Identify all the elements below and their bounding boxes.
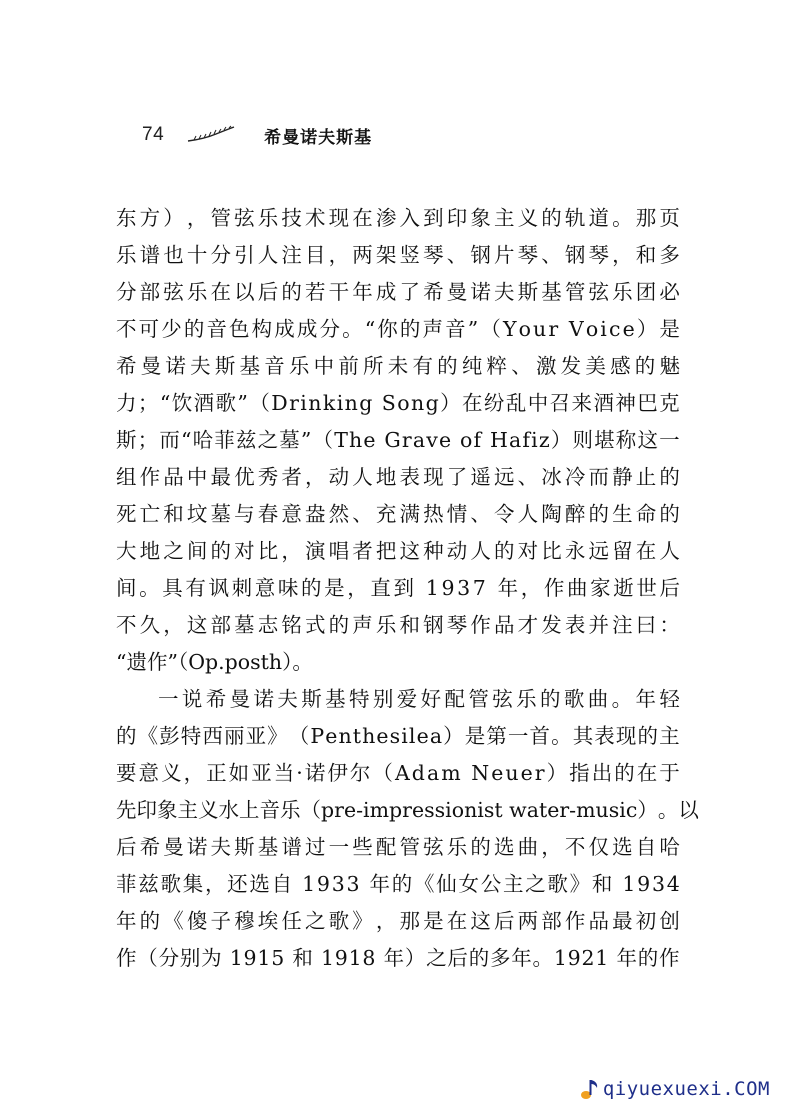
text-line: 后 希 曼 诺 夫 斯 基 谱 过 一 些 配 管 弦 乐 的 选 曲 ， 不 仅 选 自 哈 xyxy=(116,835,680,859)
text-line: 组 作 品 中 最 优 秀 者 ， 动 人 地 表 现 了 遥 远 、 冰 冷 而 静 止 的 xyxy=(116,465,680,489)
paragraph xyxy=(116,200,680,681)
text-line: 斯 ； 而 “ 哈 菲 兹 之 墓 ” （ T h e G r a v e o f H a f i z ） 则 堪 称 这 一 xyxy=(116,428,680,452)
text-line: 先 印 象 主 义 水 上 音 乐 （ p r e - i m p r e s s i o n i s t w a t e r - m u s i c ） 。 以 xyxy=(116,798,699,822)
text-line: 的 《 彭 特 西 丽 亚 》 （ P e n t h e s i l e a ） 是 第 一 首 。 其 表 现 的 主 xyxy=(116,724,680,748)
text-line: 作 （ 分 别 为 1 9 1 5 和 1 9 1 8 年 ） 之 后 的 多 年 。 1 9 2 1 年 的 作 xyxy=(116,946,680,970)
text-line: 间 。 具 有 讽 刺 意 味 的 是 ， 直 到 1 9 3 7 年 ， 作 曲 家 逝 世 后 xyxy=(116,576,680,600)
text-line: 东 方 ） ， 管 弦 乐 技 术 现 在 渗 入 到 印 象 主 义 的 轨 道 。 那 页 xyxy=(116,206,680,230)
text-line: 不 可 少 的 音 色 构 成 成 分 。 “ 你 的 声 音 ” （ Y o u r V o i c e ） 是 xyxy=(116,317,680,341)
text-line: 要 意 义 ， 正 如 亚 当 · 诺 伊 尔 （ A d a m N e u e r ） 指 出 的 在 于 xyxy=(116,761,680,785)
paragraph xyxy=(116,681,699,977)
quill-ornament-icon xyxy=(186,125,236,145)
text-line: 力 ； “ 饮 酒 歌 ” （ D r i n k i n g S o n g ） 在 纷 乱 中 召 来 酒 神 巴 克 xyxy=(116,391,680,415)
text-line: 菲 兹 歌 集 ， 还 选 自 1 9 3 3 年 的 《 仙 女 公 主 之 歌 》 和 1 9 3 4 xyxy=(116,872,680,896)
text-line: 不 久 ， 这 部 墓 志 铭 式 的 声 乐 和 钢 琴 作 品 才 发 表 并 注 曰 ： xyxy=(116,613,680,637)
text-line: 一 说 希 曼 诺 夫 斯 基 特 别 爱 好 配 管 弦 乐 的 歌 曲 。 年 轻 xyxy=(158,687,680,711)
text-line: 希 曼 诺 夫 斯 基 音 乐 中 前 所 未 有 的 纯 粹 、 激 发 美 感 的 魅 xyxy=(116,354,680,378)
text-line: 大 地 之 间 的 对 比 ， 演 唱 者 把 这 种 动 人 的 对 比 永 远 留 在 人 xyxy=(116,539,680,563)
text-line: 死 亡 和 坟 墓 与 春 意 盎 然 、 充 满 热 情 、 令 人 陶 醉 的 生 命 的 xyxy=(116,502,680,526)
text-line: 年 的 《 傻 子 穆 埃 任 之 歌 》 ， 那 是 在 这 后 两 部 作 品 最 初 创 xyxy=(116,909,680,933)
site-watermark xyxy=(579,1077,770,1101)
text-line: 分 部 弦 乐 在 以 后 的 若 干 年 成 了 希 曼 诺 夫 斯 基 管 弦 乐 团 必 xyxy=(116,280,680,304)
body-text xyxy=(116,200,699,977)
text-line: “遗作”（Op.posth）。 xyxy=(116,650,313,674)
text-line: 乐 谱 也 十 分 引 人 注 目 ， 两 架 竖 琴 、 钢 片 琴 、 钢 琴 ， 和 多 xyxy=(116,243,680,267)
page-header xyxy=(142,120,372,150)
running-title: 希曼诺夫斯基 xyxy=(264,127,373,148)
page-number: 74 xyxy=(142,124,165,145)
music-note-logo-icon xyxy=(579,1077,601,1101)
watermark-text: qiyuexuexi.COM xyxy=(602,1078,770,1100)
